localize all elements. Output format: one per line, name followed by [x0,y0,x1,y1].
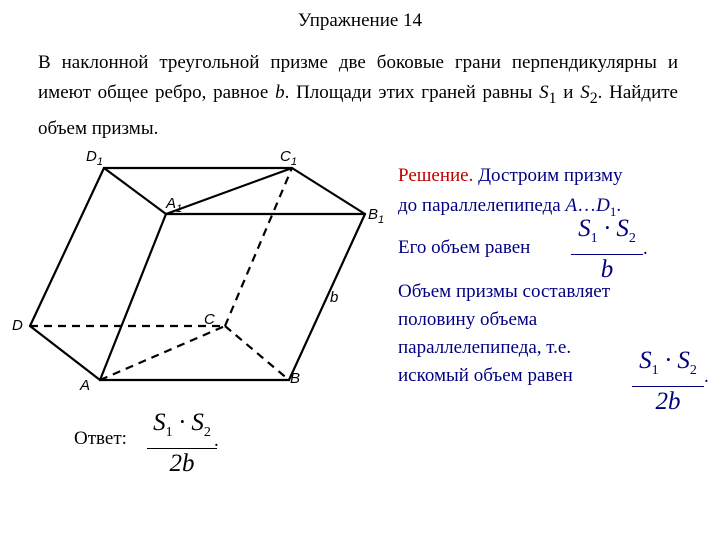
label-c1: $C_1$ [280,148,297,168]
answer-formula: $S_1 \cdot S_2$ 2b [144,408,220,479]
edge-c1-b1 [292,168,365,214]
label-c: C [204,311,215,328]
edge-a1-a [100,214,166,380]
edge-d1-d [30,168,104,326]
solution-line-1: Достроим призму [473,165,623,186]
solution-line-7: параллелепипеда, т.е. [398,337,572,358]
label-b1: $B_1$ [368,206,385,226]
solution-line-2: до параллелепипеда $A\dots D_1$. [398,195,622,219]
problem-text: В наклонной треугольной призме две боковые грани перпендикулярны и имеют общее ребро, равное b. Площади этих граней равны $S_1$ и $S_2$. Найдите объем призмы. [38,52,678,139]
formula-volume-prism: $S_1 \cdot S_2$ 2b [630,346,706,417]
solution-line-5: Объем призмы составляет [398,281,611,302]
label-edge-b: b [330,289,339,306]
label-a1: $A_1$ [166,195,183,215]
solution-line-8: искомый объем равен [398,365,573,386]
hidden-edge-a-c [100,326,225,380]
label-a: A [80,377,91,394]
hidden-edge-c-c1 [225,168,292,326]
edge-d-a [30,326,100,380]
hidden-edge-c-b [225,326,289,380]
label-d1: $D_1$ [86,148,103,168]
edge-a1-c1 [166,168,292,214]
solution-line-3: Его объем равен [398,237,531,258]
formula-volume-parallelepiped: $S_1 \cdot S_2$ b [568,214,646,285]
label-b: B [290,370,301,387]
answer-label: Ответ: [74,428,127,449]
edge-a1-d1 [104,168,166,214]
edge-b1-b [289,214,365,380]
page-title: Упражнение 14 [297,10,423,31]
solution-line-6: половину объема [398,309,538,330]
solution-heading: Решение. [398,165,474,186]
label-d: D [12,317,23,334]
